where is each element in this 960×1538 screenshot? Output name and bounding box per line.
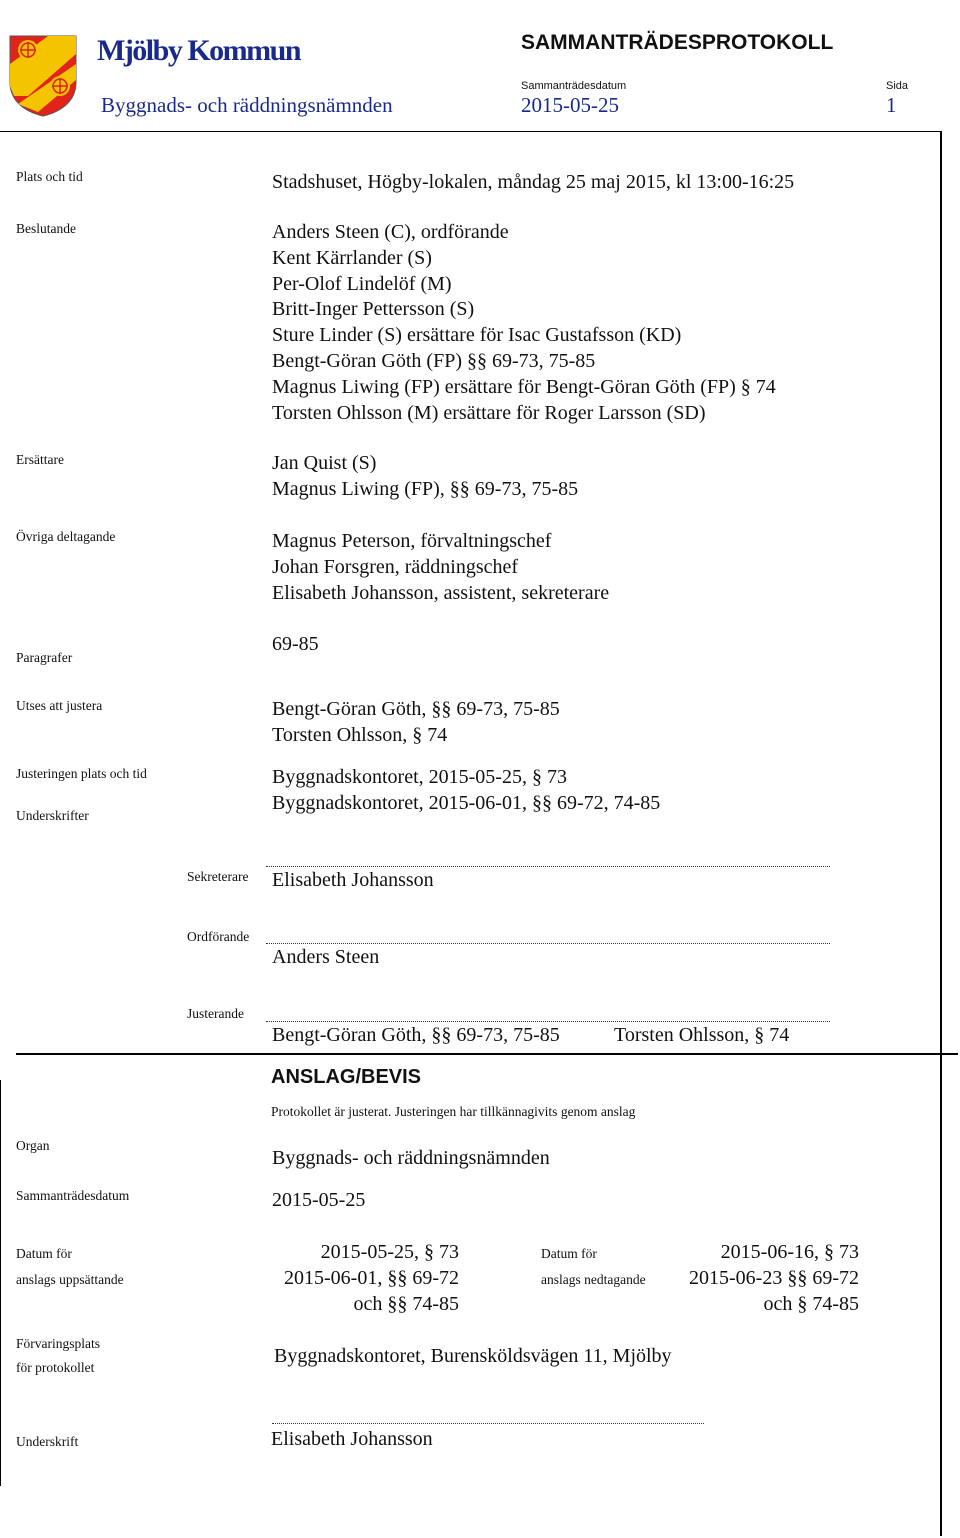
sekreterare-label: Sekreterare	[187, 869, 249, 884]
underskrift-name: Elisabeth Johansson	[271, 1428, 433, 1450]
beslutande-list	[272, 220, 776, 426]
nedtagande-label-2: anslags nedtagande	[541, 1272, 646, 1287]
list-item: Anders Steen (C), ordförande	[272, 221, 509, 243]
anslag-datum-value: 2015-05-25	[272, 1189, 366, 1211]
list-item: Johan Forsgren, räddningschef	[272, 555, 519, 578]
justera-label: Utses att justera	[16, 698, 103, 713]
signature-line	[272, 1423, 704, 1424]
ersattare-list	[272, 451, 578, 503]
nedtagande-label-1: Datum för	[541, 1246, 597, 1261]
organ-label: Organ	[16, 1138, 50, 1153]
uppsattande-label-2: anslags uppsättande	[16, 1272, 124, 1287]
list-item: Jan Quist (S)	[272, 452, 377, 474]
organ-value: Byggnads- och räddningsnämnden	[272, 1147, 550, 1169]
list-item: Magnus Liwing (FP) ersättare för Bengt-Göran Göth (FP) § 74	[272, 375, 776, 398]
meeting-date: 2015-05-25	[521, 93, 619, 117]
list-item: Elisabeth Johansson, assistent, sekreterare	[272, 581, 610, 604]
list-item: Torsten Ohlsson, § 74	[272, 723, 448, 746]
anslag-title: ANSLAG/BEVIS	[271, 1066, 422, 1088]
signature-line	[266, 943, 830, 944]
ovriga-list	[272, 529, 609, 606]
uppsattande-label-1: Datum för	[16, 1246, 72, 1261]
underskrift-label: Underskrift	[16, 1434, 79, 1449]
page-label: Sida	[886, 80, 909, 92]
list-item: Magnus Liwing (FP), §§ 69-73, 75-85	[272, 477, 579, 500]
list-item: 2015-06-01, §§ 69-72	[284, 1266, 459, 1289]
justerande-name-2: Torsten Ohlsson, § 74	[614, 1024, 790, 1046]
forvaring-label-1: Förvaringsplats	[16, 1336, 100, 1351]
list-item: och § 74-85	[763, 1292, 859, 1315]
justerande-label: Justerande	[187, 1006, 244, 1021]
list-item: Sture Linder (S) ersättare för Isac Gustafsson (KD)	[272, 324, 682, 347]
list-item: Kent Kärrlander (S)	[272, 246, 432, 269]
list-item: Per-Olof Lindelöf (M)	[272, 272, 452, 295]
uppsattande-dates	[265, 1240, 459, 1317]
signature-line	[266, 1021, 830, 1022]
municipal-coat-of-arms-logo	[8, 34, 78, 118]
forvaring-value: Byggnadskontoret, Burensköldsvägen 11, Mjölby	[274, 1345, 672, 1367]
justeringen-label: Justeringen plats och tid	[16, 766, 147, 781]
sekreterare-name: Elisabeth Johansson	[272, 869, 434, 891]
plats-label: Plats och tid	[16, 169, 83, 184]
list-item: Byggnadskontoret, 2015-06-01, §§ 69-72, 74-85	[272, 791, 661, 814]
page-number: 1	[886, 93, 897, 117]
ovriga-label: Övriga deltagande	[16, 529, 116, 544]
justerande-name-1: Bengt-Göran Göth, §§ 69-73, 75-85	[272, 1024, 560, 1046]
list-item: Bengt-Göran Göth, §§ 69-73, 75-85	[272, 698, 560, 720]
list-item: Britt-Inger Pettersson (S)	[272, 298, 475, 321]
committee-name: Byggnads- och räddningsnämnden	[101, 93, 393, 117]
right-border	[940, 131, 942, 1536]
plats-value: Stadshuset, Högby-lokalen, måndag 25 maj 2015, kl 13:00-16:25	[272, 171, 795, 193]
list-item: Torsten Ohlsson (M) ersättare för Roger Larsson (SD)	[272, 401, 706, 424]
anslag-note: Protokollet är justerat. Justeringen har tillkännagivits genom anslag	[271, 1104, 636, 1119]
list-item: 2015-06-16, § 73	[720, 1241, 859, 1263]
list-item: Bengt-Göran Göth (FP) §§ 69-73, 75-85	[272, 349, 596, 372]
paragrafer-label: Paragrafer	[16, 650, 73, 665]
date-label: Sammanträdesdatum	[521, 80, 627, 92]
forvaring-label-2: för protokollet	[16, 1360, 95, 1375]
ordforande-name: Anders Steen	[272, 946, 380, 968]
left-border	[0, 1080, 1, 1486]
justeringen-list	[272, 765, 660, 817]
signature-line	[266, 866, 830, 867]
list-item: 2015-06-23 §§ 69-72	[689, 1266, 859, 1289]
beslutande-label: Beslutande	[16, 221, 76, 236]
paragrafer-value: 69-85	[272, 633, 319, 655]
ordforande-label: Ordförande	[187, 929, 250, 944]
list-item: Magnus Peterson, förvaltningschef	[272, 530, 552, 552]
section-divider	[16, 1053, 958, 1055]
ersattare-label: Ersättare	[16, 452, 64, 467]
org-name: Mjölby Kommun	[97, 34, 301, 67]
document-type-title: SAMMANTRÄDESPROTOKOLL	[521, 31, 834, 54]
list-item: och §§ 74-85	[353, 1292, 459, 1315]
header-rule	[0, 131, 942, 132]
nedtagande-dates	[665, 1240, 859, 1317]
justera-list	[272, 697, 560, 749]
underskrifter-label: Underskrifter	[16, 808, 89, 823]
anslag-datum-label: Sammanträdesdatum	[16, 1188, 130, 1203]
list-item: 2015-05-25, § 73	[320, 1241, 459, 1263]
list-item: Byggnadskontoret, 2015-05-25, § 73	[272, 766, 567, 788]
